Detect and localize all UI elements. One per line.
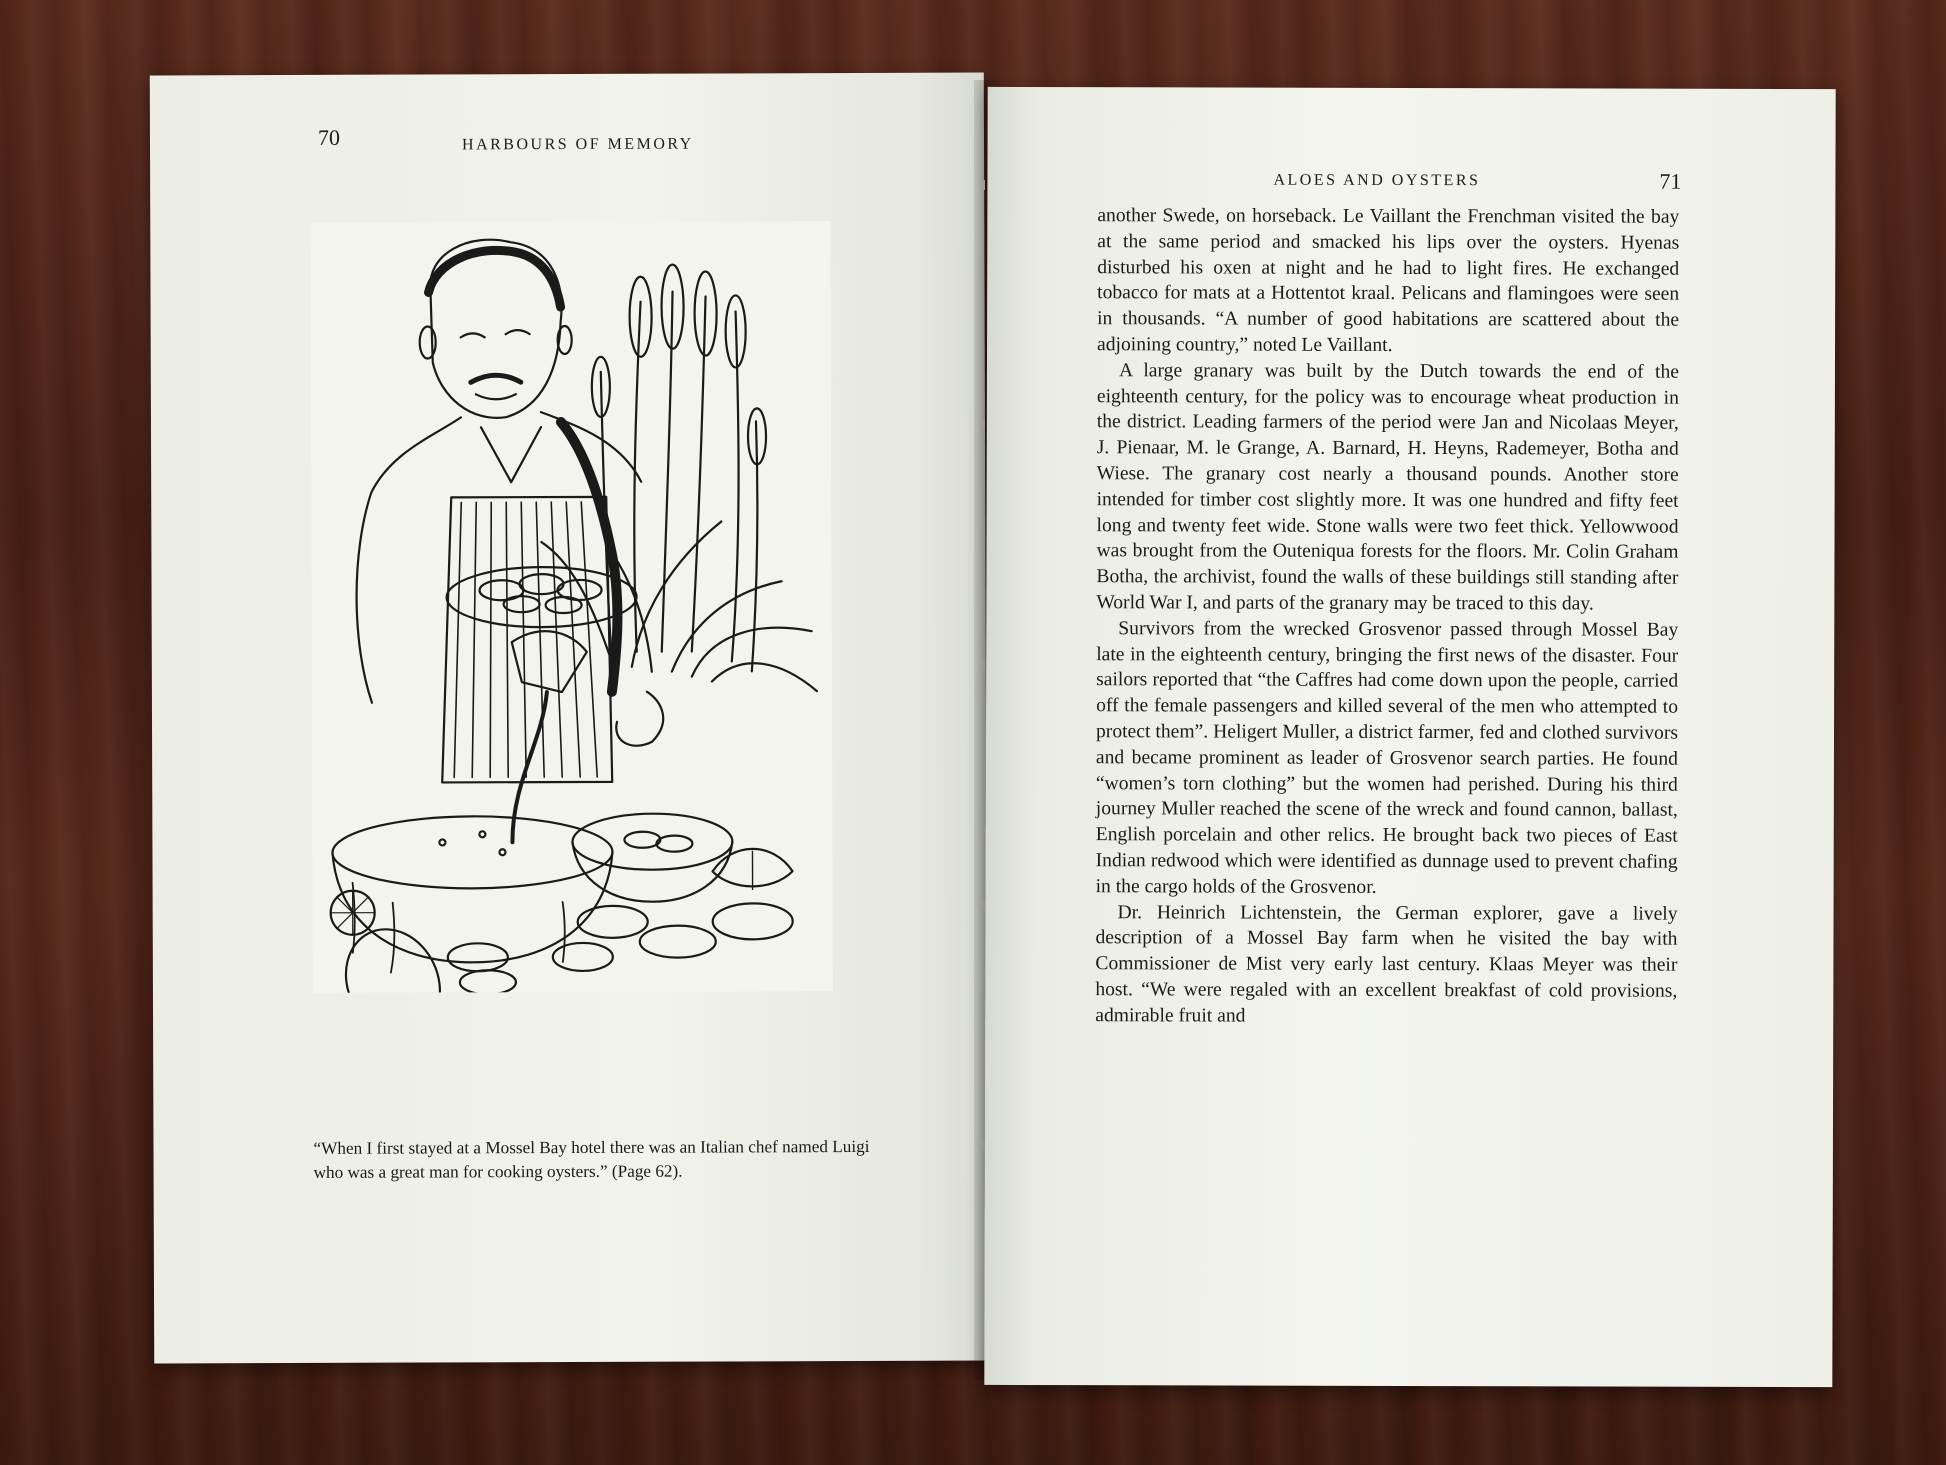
paragraph: another Swede, on horseback. Le Vaillant the Frenchman visited the bay at the same period and smacked his lips over the oysters. Hyenas disturbed his oxen at night and he had to light fires. He exchanged tobacco for mats at a Hottentot kraal. Pelicans and flamingoes were seen in thousands. “A number of good habitations are scattered about the adjoining country,” noted Le Vaillant. (1096, 205, 1680, 356)
paragraph: Survivors from the wrecked Grosvenor passed through Mossel Bay late in the eighteenth century, bringing the first news of the disaster. Four sailors reported that “the Caffres had come down upon the people, carried off the female passengers and killed several of the men who attempted to protect them”. Heligert Muller, a district farmer, fed and clothed survivors and became prominent as leader of Grosvenor search parties. He found “women’s torn clothing” but the women had perished. During his third journey Muller reached the scene of the wreck and found cannon, ballast, English porcelain and other relics. He brought back two pieces of East Indian redwood which were identified as dunnage used to prevent chafing in the cargo holds of the Grosvenor. (1095, 617, 1679, 898)
right-page (984, 87, 1835, 1387)
paragraph: A large granary was built by the Dutch towards the end of the eighteenth century, for the policy was to encourage wheat production in the district. Leading farmers of the period were Jan and Nicolaas Meyer, J. Pienaar, M. le Grange, A. Barnard, H. Heyns, Rademeyer, Botha and Wiese. The granary cost nearly a thousand pounds. Another store intended for timber cost slightly more. It was one hundred and fifty feet long and twenty feet wide. Stone walls were two feet thick. Yellowwood was brought from the Outeniqua forests for the floors. Mr. Colin Graham Botha, the archivist, found the walls of these buildings still standing after World War I, and parts of the granary may be traced to this day. (1096, 360, 1679, 615)
binding-stitch (982, 180, 985, 190)
right-running-head: ALOES AND OYSTERS (1273, 171, 1481, 190)
binding-stitch (982, 900, 985, 910)
body-text (1095, 203, 1679, 1030)
left-running-head: HARBOURS OF MEMORY (461, 135, 694, 154)
binding-stitch (982, 420, 985, 430)
left-page-number: 70 (317, 124, 341, 150)
paragraph: Dr. Heinrich Lichtenstein, the German explorer, gave a lively description of a Mossel Bay farm when he visited the bay with Commissioner de Mist very early last century. Klaas Meyer was their host. “We were regaled with an excellent breakfast of cold provisions, admirable fruit and (1095, 901, 1678, 1027)
right-page-number: 71 (1659, 168, 1682, 194)
left-page (150, 73, 988, 1364)
binding-stitch (982, 660, 985, 670)
chef-with-oysters-illustration (310, 221, 833, 993)
illustration-caption: “When I first stayed at a Mossel Bay hotel there was an Italian chef named Luigi who was a great man for cooking oysters.” (Page 62). (313, 1136, 870, 1182)
